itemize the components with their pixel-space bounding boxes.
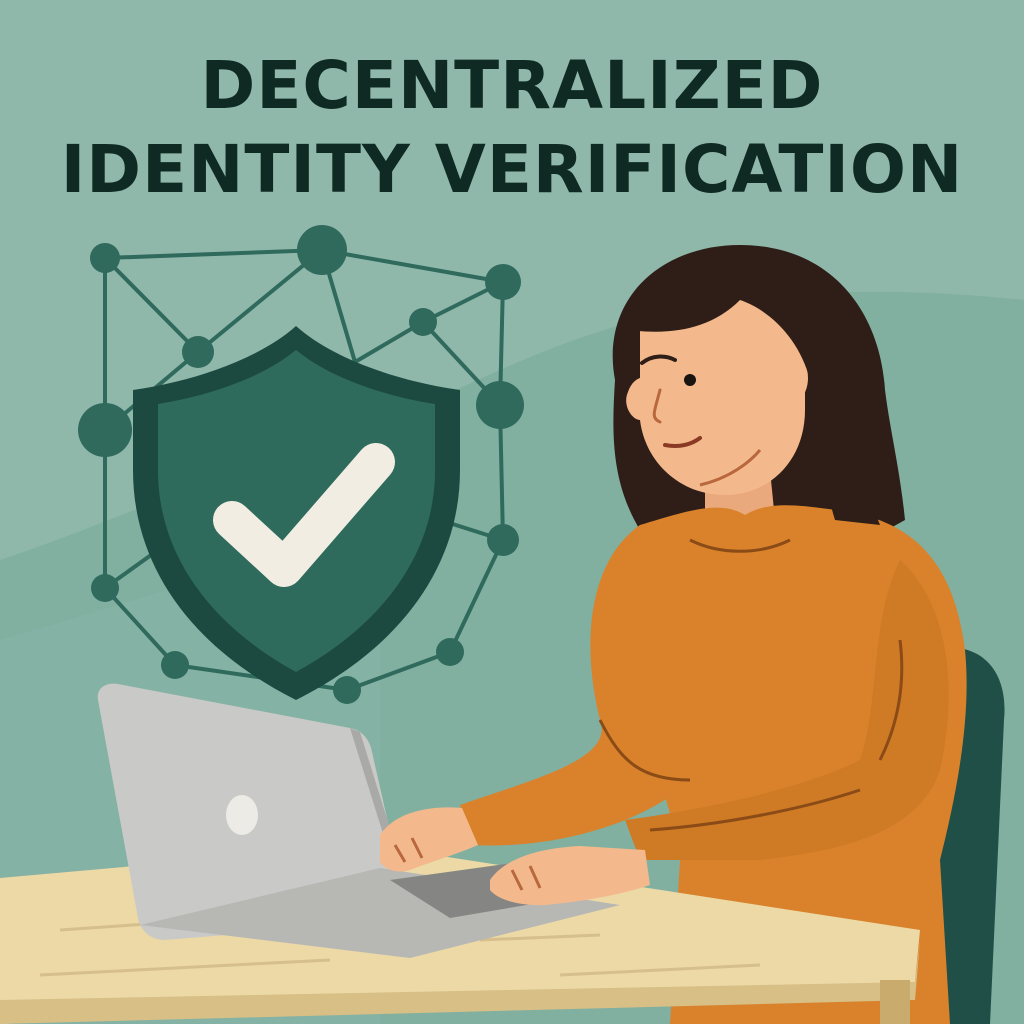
desk-leg bbox=[880, 980, 910, 1024]
laptop-logo bbox=[226, 795, 258, 835]
title-line-2: IDENTITY VERIFICATION bbox=[60, 131, 964, 208]
title-line-1: DECENTRALIZED bbox=[200, 47, 824, 124]
eye bbox=[684, 374, 696, 386]
ear bbox=[772, 352, 808, 404]
poster-title bbox=[0, 44, 1024, 212]
